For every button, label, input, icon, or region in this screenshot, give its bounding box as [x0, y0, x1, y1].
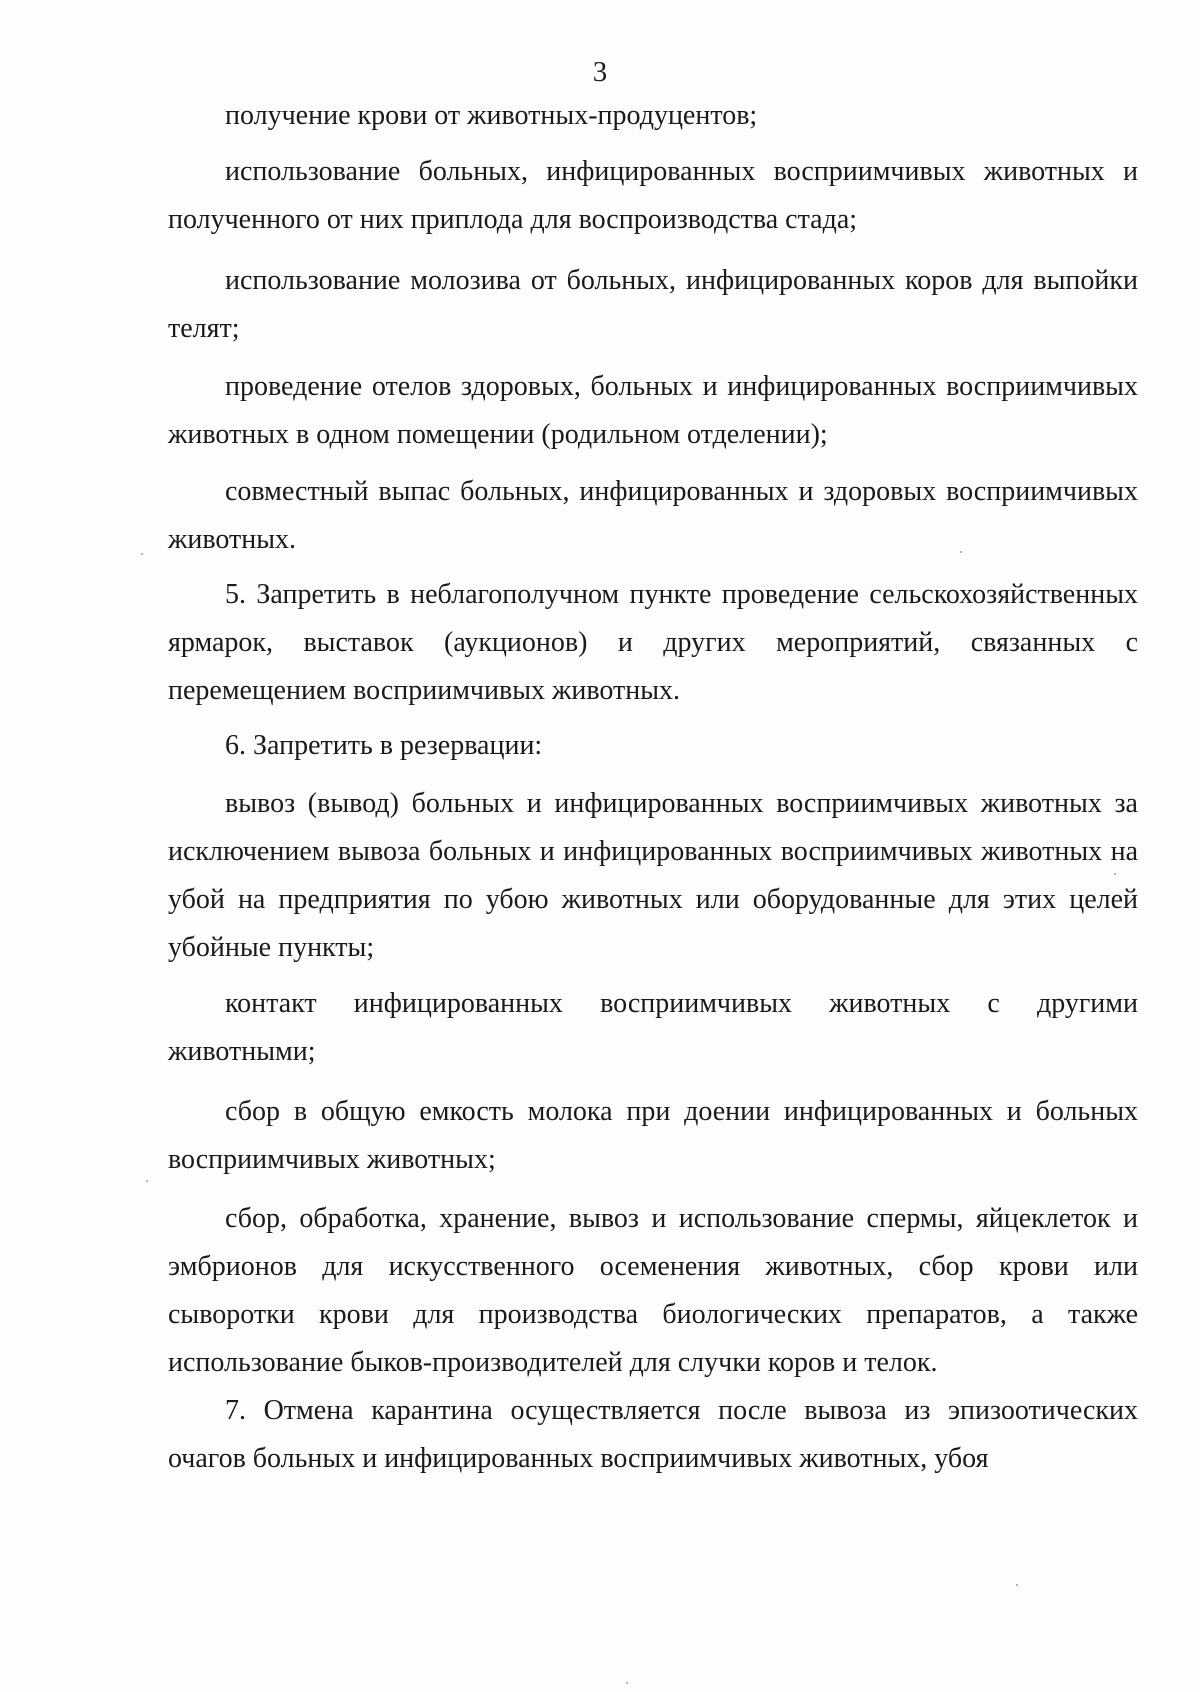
page-number: 3 — [592, 56, 608, 88]
paragraph-1: получение крови от животных-продуцентов; — [225, 100, 758, 131]
scan-speck — [146, 1180, 148, 1182]
paragraph-4: проведение отелов здоровых, больных и инфицированных восприимчивых животных в одном помещении (родильном отделении); — [168, 371, 1138, 450]
paragraph-8: вывоз (вывод) больных и инфицированных восприимчивых животных за исключением вывоза больных и инфицированных восприимчивых животных на убой на предприятия по убою животных или оборудованные для этих целей убойные пункты; — [168, 788, 1138, 963]
paragraph-2: использование больных, инфицированных восприимчивых животных и полученного от них приплода для воспроизводства стада; — [168, 156, 1138, 235]
paragraph-11: сбор, обработка, хранение, вывоз и использование спермы, яйцеклеток и эмбрионов для искусственного осеменения животных, сбор крови или сыворотки крови для производства биологических препаратов, а также использование быков-производителей для случки коров и телок. — [168, 1203, 1138, 1378]
paragraph-5: совместный выпас больных, инфицированных и здоровых восприимчивых животных. — [168, 476, 1138, 555]
scan-speck — [960, 551, 962, 553]
paragraph-9: контакт инфицированных восприимчивых животных с другими животными; — [168, 988, 1138, 1067]
scan-speck — [1114, 873, 1116, 875]
paragraph-12: 7. Отмена карантина осуществляется после вывоза из эпизоотических очагов больных и инфицированных восприимчивых животных, убоя — [168, 1395, 1138, 1474]
paragraph-6: 5. Запретить в неблагополучном пункте проведение сельскохозяйственных ярмарок, выставок (аукционов) и других мероприятий, связанных с перемещением восприимчивых животных. — [168, 579, 1138, 706]
paragraph-10: сбор в общую емкость молока при доении инфицированных и больных восприимчивых животных; — [168, 1096, 1138, 1175]
paragraph-7: 6. Запретить в резервации: — [225, 730, 543, 761]
scan-speck — [626, 1682, 628, 1684]
scan-speck — [141, 553, 143, 555]
scan-speck — [1016, 1584, 1018, 1586]
paragraph-3: использование молозива от больных, инфицированных коров для выпойки телят; — [168, 265, 1138, 344]
